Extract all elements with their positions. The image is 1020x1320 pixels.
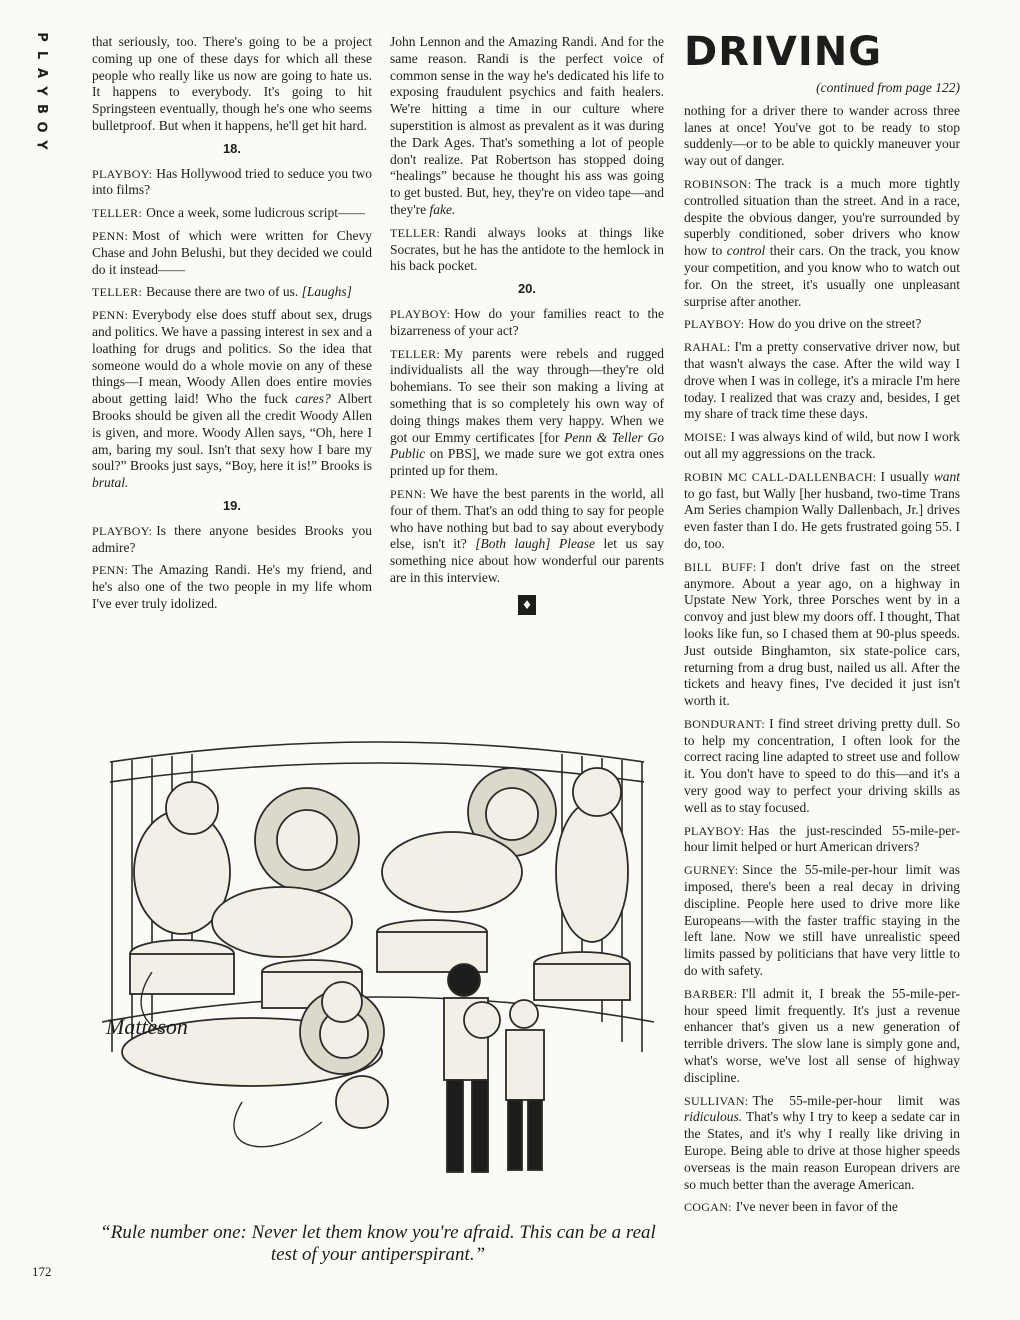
answer-text: I'll admit it, I break the 55-mile-per-hour speed limit frequently. It's just a revenue enhancer that's given us a new generation of terrible drivers. The slow lane is simply gone and, what's worse, we've lost all sense of highway discipline. (684, 985, 960, 1085)
answer-text: Everybody else does stuff about sex, drugs and politics. We have a passing interest in sex and a loathing for drugs and politics. So the idea that someone would do a whole movie on any of these things—I mean, Woody Allen does entire movies about getting laid! Who the fuck (92, 307, 372, 407)
paragraph: nothing for a driver there to wander across three lanes at once! You've got to be ready to stop suddenly—or to be able to quickly maneuver your way out of danger. (684, 102, 960, 169)
cartoon-caption: “Rule number one: Never let them know you're afraid. This can be a real test of your antiperspirant.” (100, 1222, 656, 1265)
speaker: ROBINSON: (684, 176, 752, 191)
answer (390, 225, 664, 275)
italic-text: control (726, 243, 766, 259)
answer (684, 176, 960, 310)
side-letter: P (34, 32, 49, 42)
question (92, 523, 372, 557)
column-3 (684, 30, 960, 1222)
section-number: 19. (222, 497, 242, 513)
answer (92, 205, 372, 222)
question (390, 306, 664, 340)
side-letter: L (33, 50, 49, 60)
answer-text: let us say something nice about how wonderful our parents are in this interview. (390, 536, 665, 585)
question-text: Has Hollywood tried to seduce you two into films? (92, 165, 372, 198)
italic-text: cares? (295, 391, 331, 407)
side-letter: O (34, 121, 49, 133)
answer (684, 986, 960, 1087)
question (684, 823, 960, 857)
answer (684, 559, 960, 710)
section-number: 18. (222, 140, 242, 156)
answer (684, 429, 960, 463)
answer (684, 1093, 960, 1194)
speaker: MOISE: (684, 430, 727, 445)
answer-text: Albert Brooks should be given all the credit Woody Allen is given, and more. Woody Allen says, “Oh, here I am, baring my soul. Isn't that sexy how I bare my soul?” Brooks just says, “Boy, here it is!” Brooks is (92, 391, 372, 474)
answer-text: Once a week, some ludicrous script—— (146, 205, 366, 221)
answer-text: I was always kind of wild, but now I work out all my aggressions on the track. (684, 429, 960, 461)
speaker: BARBER: (684, 986, 738, 1001)
answer (684, 1199, 960, 1216)
answer (92, 284, 372, 301)
end-mark-bunny-icon: ♦ (518, 595, 536, 615)
paragraph: that seriously, too. There's going to be a project coming up one of these days for which all these people who really like us now are going to hate us. It happens to everybody. It's going to hit Springsteen eventually, though he's one who seems bulletproof. But when it happens, he'll get hit hard. (92, 34, 372, 133)
answer-text: The 55-mile-per-hour limit was (752, 1092, 960, 1108)
speaker: TELLER: (390, 225, 441, 240)
question-text: How do you drive on the street? (748, 316, 922, 332)
answer-text: on PBS], we made sure we got extra ones printed up for them. (390, 446, 665, 479)
speaker: PLAYBOY: (390, 306, 451, 321)
answer-text: Randi always looks at things like Socrates, but he has the antidote to the hemlock in his back pocket. (390, 224, 664, 274)
stage-direction: [Laughs] (301, 284, 352, 300)
answer-text: My parents were rebels and rugged individualists all the way through—they're old bohemians. To see their son making a living at something that is so completely his own way of doing things makes them very happy. When we got our Emmy certificates [for (390, 345, 664, 445)
answer-text: to go fast, but Wally [her husband, two-time Trans Am Series champion Wally Dallenbach, Jr.] drives even faster than I do. He gets frustrated going 55. I do, too. (684, 485, 960, 551)
speaker: SULLIVAN: (684, 1093, 749, 1108)
answer (92, 228, 372, 278)
magazine-vertical-title (26, 28, 56, 154)
answer (92, 307, 372, 492)
answer-text: I find street driving pretty dull. So to help my concentration, I often look for the correct racing line adapted to street use and follow it. You don't have to speed to do this—and it's a very good way to perfect your driving skills as well as to stay focused. (684, 715, 960, 815)
answer-text: We have the best parents in the world, all four of them. That's an odd thing to say for people who have nothing but bad to say about everybody else, isn't it? (390, 485, 664, 552)
section-number: 20. (517, 281, 537, 297)
speaker: TELLER: (92, 285, 143, 300)
answer-text: The Amazing Randi. He's my friend, and he's also one of the two people in my life whom I've ever truly idolized. (92, 562, 372, 611)
speaker: RAHAL: (684, 340, 731, 355)
answer (684, 862, 960, 980)
question-text: Has the just-rescinded 55-mile-per-hour limit helped or hurt American drivers? (684, 822, 960, 855)
speaker: PLAYBOY: (684, 317, 745, 332)
question-text: How do your families react to the bizarreness of your act? (390, 305, 664, 338)
speaker: PENN: (92, 563, 129, 578)
answer-text: John Lennon and the Amazing Randi. And for the same reason. Randi is the perfect voice of common sense in the way he's dedicated his life to exposing fraudulent psychics and faith healers. We're hitting a time in our culture where superstition is almost as prevalent as it was during the Dark Ages. That's something a lot of people don't realize. Pat Robertson has stopped doing “healings” because he thought his ass was going to get busted. But, hey, they're on video tape—and they're (390, 34, 664, 217)
answer (684, 716, 960, 817)
italic-text: want (933, 468, 961, 484)
side-letter: B (33, 104, 49, 114)
side-letter: Y (33, 86, 49, 96)
speaker: BONDURANT: (684, 716, 766, 731)
speaker: ROBIN MC CALL-DALLENBACH: (684, 469, 877, 484)
speaker: PLAYBOY: (684, 823, 745, 838)
question (92, 166, 372, 200)
speaker: PLAYBOY: (92, 166, 153, 181)
column-2 (390, 34, 664, 615)
article-heading: DRIVING (684, 29, 883, 75)
italic-text: brutal. (92, 475, 129, 491)
answer-text: Because there are two of us. (146, 284, 299, 300)
speaker: PENN: (92, 308, 129, 323)
answer-text: I've never been in favor of the (735, 1199, 898, 1215)
answer (684, 339, 960, 423)
cartoonist-signature: Matteson (106, 1014, 188, 1039)
answer-text: Most of which were written for Chevy Chase and John Belushi, but they decided we could do it instead—— (92, 227, 372, 277)
speaker: TELLER: (92, 206, 143, 221)
paragraph (390, 34, 664, 219)
italic-text: ridiculous. (684, 1109, 743, 1125)
answer-text: I don't drive fast on the street anymore. About a year ago, on a highway in Upstate New York, three Porsches went by in a convoy and just blew my doors off. I thought, That looks like fun, so I chased them at 90-plus speeds. Just outside Binghamton, six state-police cars, returning from a drug bust, nailed us all. After the tickets and heavy fines, I've decided it just isn't worth it. (684, 558, 960, 709)
question (684, 316, 960, 333)
answer (390, 346, 664, 480)
side-letter: Y (33, 140, 49, 150)
italic-text: [Both laugh] Please (475, 536, 596, 552)
speaker: TELLER: (390, 346, 441, 361)
answer-text: That's why I try to keep a sedate car in the States, and it's why I really like driving in Europe. Being able to drive at those higher speeds overseas is the main reason European drivers are so much better than the average American. (684, 1109, 960, 1192)
speaker: BILL BUFF: (684, 559, 757, 574)
answer-text: Since the 55-mile-per-hour limit was imposed, there's been a real decay in driving discipline. People here used to drive more like Europeans—with the faster traffic staying in the left lane. Now we still have unrealistic speed limits passed by politicians that have very little to do with safety. (684, 862, 960, 979)
answer-text: I usually (880, 468, 929, 484)
speaker: COGAN: (684, 1200, 732, 1215)
cartoon-illustration (92, 722, 664, 1192)
column-1 (92, 34, 372, 619)
answer (390, 486, 664, 587)
speaker: PLAYBOY: (92, 523, 153, 538)
italic-text: Penn & Teller Go Public (390, 429, 664, 462)
answer-text: their cars. On the track, you know your competition, and you know who to watch out for. On the street, it's usually one unpleasant surprise after another. (684, 243, 961, 309)
speaker: PENN: (390, 486, 427, 501)
answer (684, 469, 960, 553)
question-text: Is there anyone besides Brooks you admire? (92, 522, 372, 555)
answer (92, 562, 372, 612)
side-letter: A (34, 67, 49, 79)
answer-text: The track is a much more tightly controlled situation than the street. And in a race, despite the obvious danger, you're surrounded by superbly conditioned, sober drivers who know how to (684, 175, 960, 259)
italic-text: fake. (429, 201, 456, 217)
page-number: 172 (32, 1264, 52, 1279)
continued-note: (continued from page 122) (816, 80, 960, 95)
answer-text: I'm a pretty conservative driver now, but that wasn't always the case. After the wild way I drove when I was in college, it's a miracle I'm here today. I realized that was crazy and, besides, I get my share of track time these days. (684, 339, 960, 422)
speaker: PENN: (92, 228, 129, 243)
speaker: GURNEY: (684, 863, 739, 878)
